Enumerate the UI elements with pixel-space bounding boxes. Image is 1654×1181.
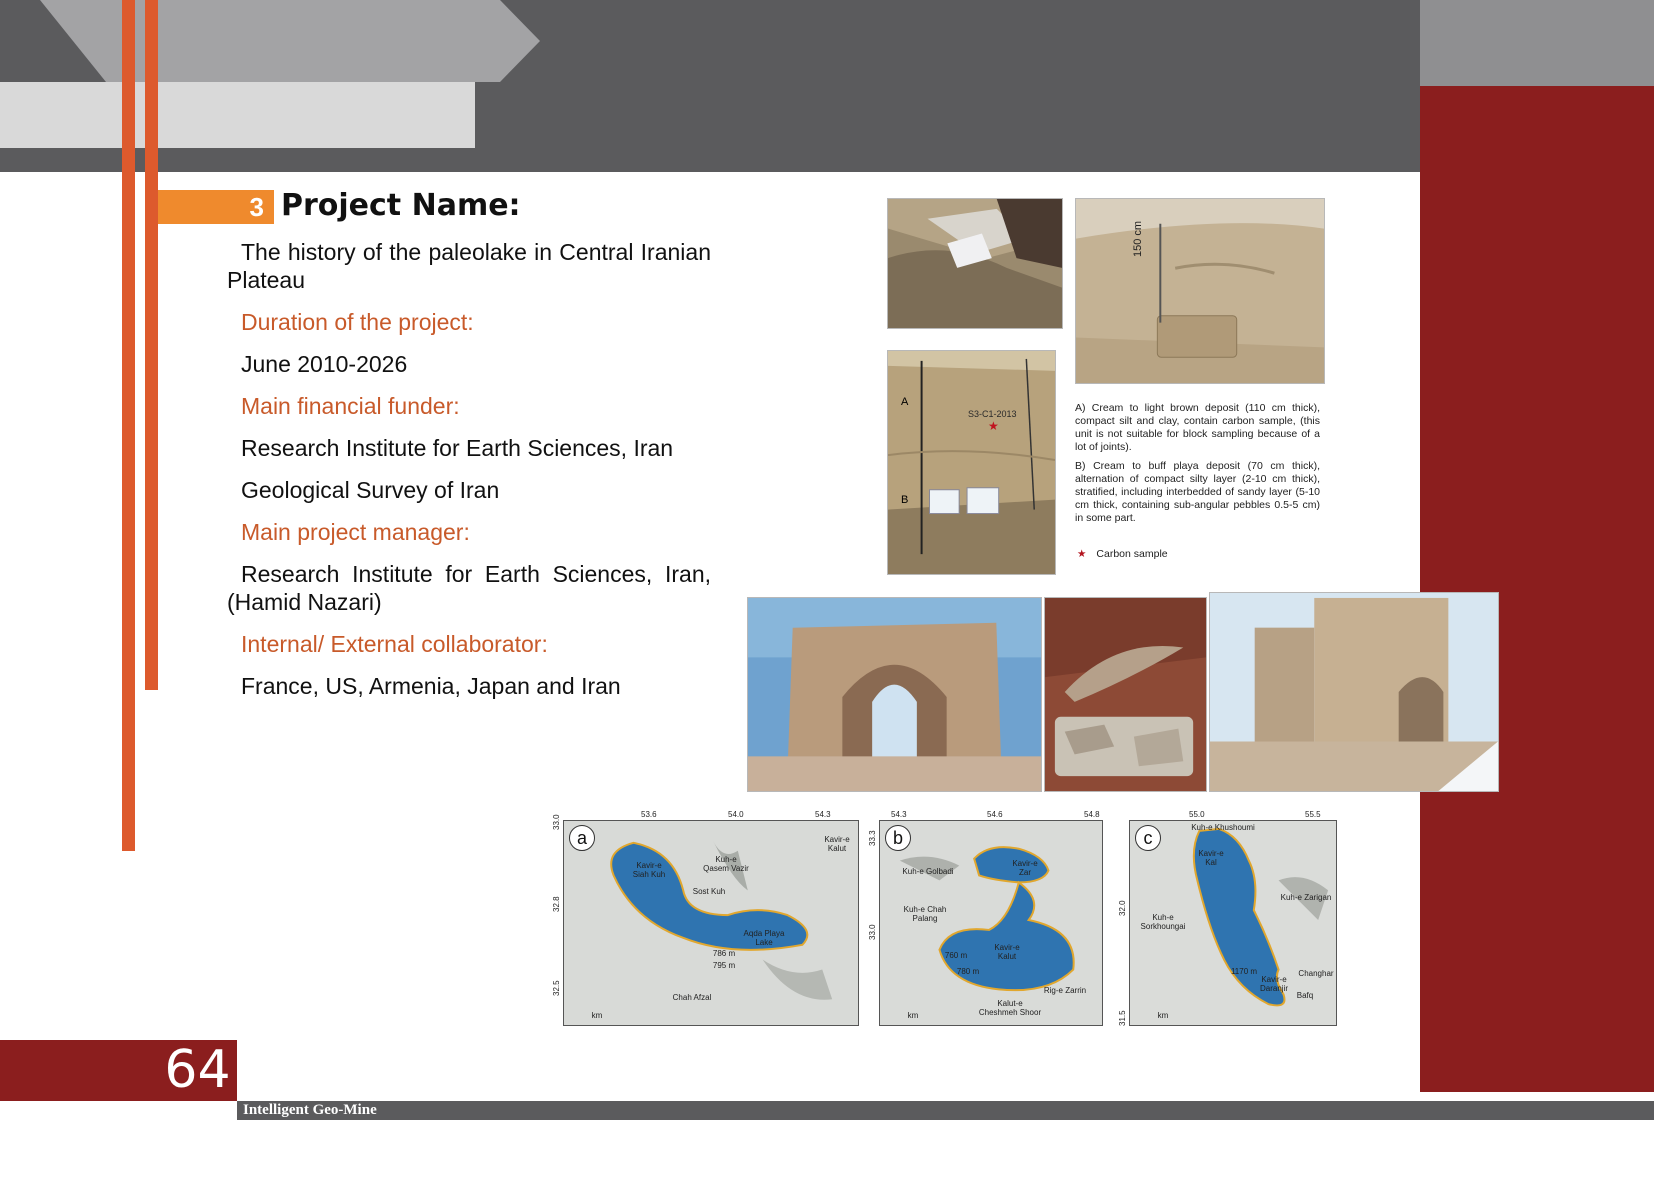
map-label: 760 m [944, 951, 968, 960]
project-name: The history of the paleolake in Central Iranian Plateau [227, 239, 711, 293]
map-label: Kavir-e Daranjir [1259, 975, 1288, 993]
collaborator-value: France, US, Armenia, Japan and Iran [241, 673, 621, 699]
map-label: Kavir-e Kalut [824, 835, 850, 853]
arch-photo [747, 597, 1042, 792]
side-red-panel [1420, 86, 1654, 1092]
map-c [1129, 820, 1337, 1026]
manager-label: Main project manager: [241, 519, 470, 545]
map-label: Kuh-e Golbadi [902, 867, 954, 876]
map-label: Chah Afzal [672, 993, 712, 1002]
figure-caption [1075, 402, 1320, 531]
map-label: Kuh-e Zarigan [1280, 893, 1332, 902]
map-tick: 54.3 [815, 810, 831, 819]
map-label: 780 m [956, 967, 980, 976]
caption-unit-a: A) Cream to light brown deposit (110 cm thick), compact silt and clay, contain carbon sample, (this unit is not suitable for block sampling because of a lot of joints). [1075, 402, 1320, 453]
vertical-accent-bar [122, 0, 135, 851]
map-letter: b [885, 825, 911, 851]
duration-value: June 2010-2026 [241, 351, 408, 377]
map-label: 1170 m [1230, 967, 1258, 976]
map-label: Changhar [1298, 969, 1334, 978]
map-label: 795 m [712, 961, 736, 970]
publication-name: Intelligent Geo-Mine [243, 1102, 377, 1118]
map-label: Bafq [1296, 991, 1314, 1000]
scale-label: 150 cm [1132, 220, 1144, 257]
map-tick: 31.5 [1118, 1010, 1127, 1026]
map-scale-label: km [907, 1011, 919, 1020]
map-label: Kavir-e Zar [1012, 859, 1038, 877]
collaborator-label: Internal/ External collaborator: [241, 631, 548, 657]
map-label: Kavir-e Kal [1198, 849, 1224, 867]
map-label: Rig-e Zarrin [1043, 986, 1087, 995]
map-label: Aqda Playa Lake [743, 929, 785, 947]
map-label: Kalut-e Cheshmeh Shoor [978, 999, 1042, 1017]
sample-id-label: S3-C1-2013 [968, 409, 1017, 419]
map-tick: 54.3 [891, 810, 907, 819]
map-tick: 54.8 [1084, 810, 1100, 819]
map-tick: 32.8 [552, 896, 561, 912]
unit-b-label: B [901, 494, 909, 506]
map-tick: 55.0 [1189, 810, 1205, 819]
section-title: Project Name: [281, 188, 521, 223]
funder-value: Geological Survey of Iran [241, 477, 500, 503]
star-icon: ★ [988, 419, 999, 433]
map-tick: 33.0 [552, 814, 561, 830]
map-label: Kavir-e Kalut [994, 943, 1020, 961]
map-label: Kuh-e Qasem Vazir [703, 855, 749, 873]
map-letter: a [569, 825, 595, 851]
map-scale-label: km [591, 1011, 603, 1020]
corner-gray-block [1420, 0, 1654, 86]
vertical-accent-bar [145, 0, 158, 690]
funder-value: Research Institute for Earth Sciences, Iran [241, 435, 674, 461]
sampling-photo [887, 198, 1063, 329]
star-icon: ★ [1077, 548, 1087, 560]
map-label: 786 m [712, 949, 736, 958]
stratigraphic-section-photo [887, 350, 1056, 575]
page-number: 64 [164, 1040, 231, 1100]
map-tick: 54.6 [987, 810, 1003, 819]
map-scale-label: km [1157, 1011, 1169, 1020]
footer-bar [237, 1101, 1654, 1120]
tower-photo [1209, 592, 1499, 792]
map-tick: 32.5 [552, 980, 561, 996]
section-number: 3 [158, 190, 274, 224]
legend-label: Carbon sample [1096, 548, 1168, 560]
map-tick: 54.0 [728, 810, 744, 819]
map-tick: 55.5 [1305, 810, 1321, 819]
header-light-bar [0, 82, 475, 148]
map-label: Kuh-e Khushoumi [1191, 823, 1255, 832]
duration-label: Duration of the project: [241, 309, 474, 335]
map-tick: 33.0 [868, 924, 877, 940]
map-tick: 32.0 [1118, 900, 1127, 916]
map-tick: 33.3 [868, 830, 877, 846]
map-label: Kuh-e Chah Palang [903, 905, 947, 923]
manager-value: Research Institute for Earth Sciences, Iran, (Hamid Nazari) [227, 561, 711, 615]
map-label: Kavir-e Siah Kuh [632, 861, 666, 879]
figure-legend [1077, 548, 1168, 560]
project-details [227, 238, 711, 700]
caption-unit-b: B) Cream to buff playa deposit (70 cm thick), alternation of compact silty layer (2-10 cm thick), stratified, including interbedded of sandy layer (5-10 cm thick, containing sub-angular pebbles 0.5-5 cm) in some part. [1075, 460, 1320, 524]
map-label: Kuh-e Sorkhoungai [1140, 913, 1186, 931]
map-b [879, 820, 1103, 1026]
fish-fossil-photo [1044, 597, 1207, 792]
map-a [563, 820, 859, 1026]
map-label: Sost Kuh [692, 887, 726, 896]
section-wall-photo [1075, 198, 1325, 384]
map-letter: c [1135, 825, 1161, 851]
map-tick: 53.6 [641, 810, 657, 819]
funder-label: Main financial funder: [241, 393, 460, 419]
unit-a-label: A [901, 396, 909, 408]
